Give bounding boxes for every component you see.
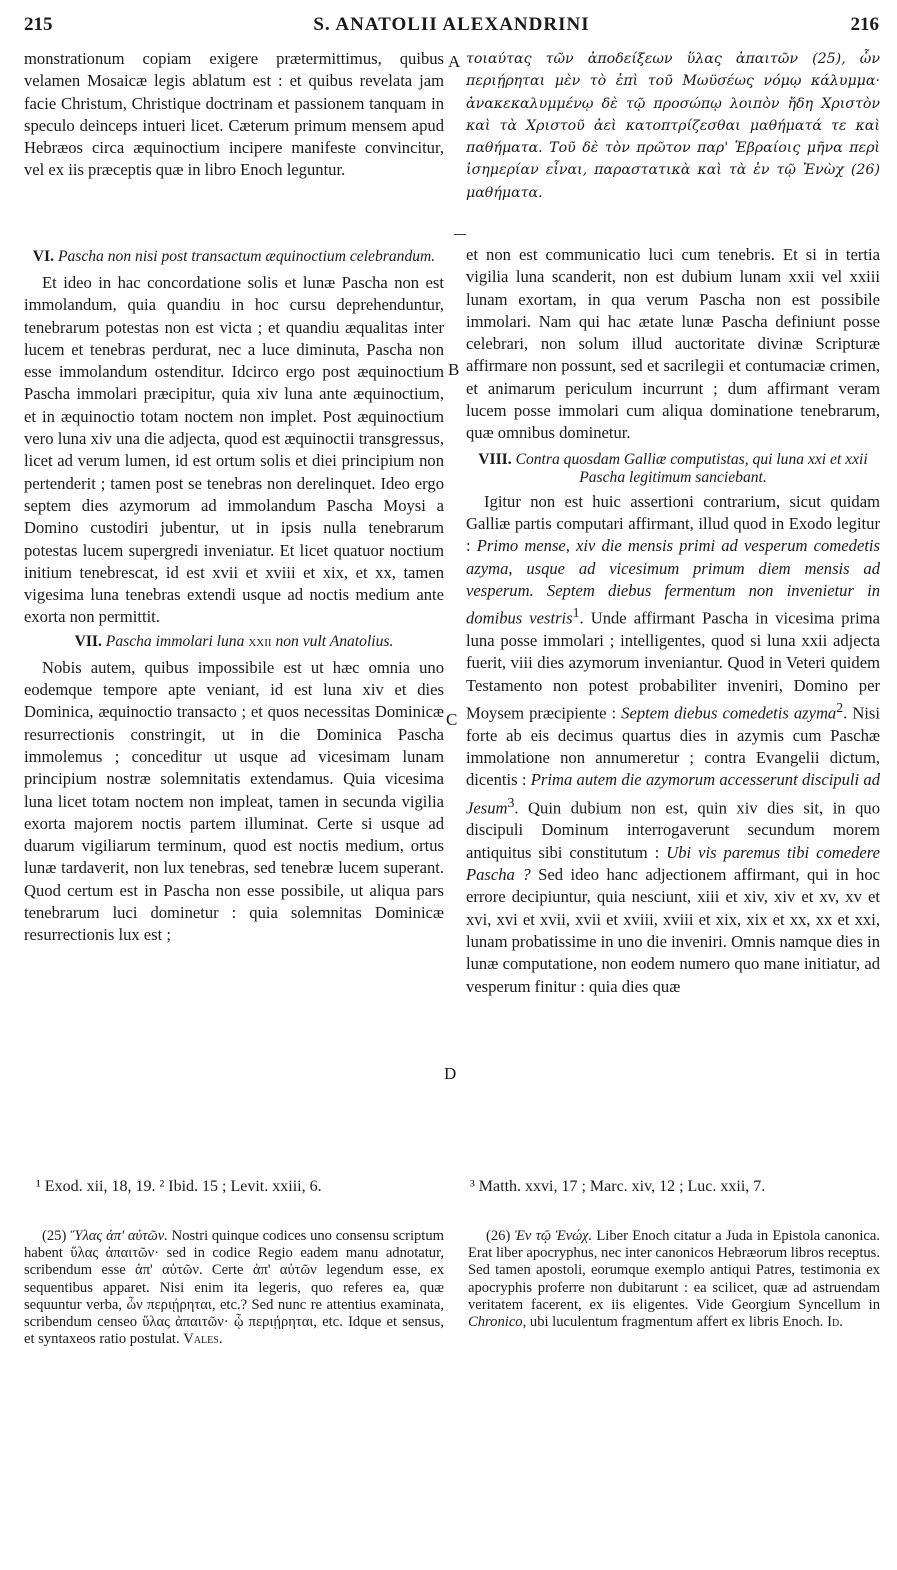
s8-text-a: Igitur non est huic assertioni contrarium, sicut quidam Galliæ partis computari affirmant, illud quod in Exodo legitur : (466, 491, 880, 556)
running-title: S. ANATOLII ALEXANDRINI (313, 14, 590, 35)
quote-pascha: Ubi vis paremus tibi comedere Pascha ? (466, 842, 880, 885)
section-viii-heading (466, 451, 880, 487)
s8-text-e: Sed ideo hanc adjectionem affirmant, qui in hoc errore decipiuntur, quia nesciunt, xiii et xiv, xiv et xv, xv et xvi, xvi et xvii, xvii et xviii, xviii et xix, xix et xx, xx et xxi, lunam probatissime in uno die inveniri. Omnis namque dies in lunæ computatione, non eodem numero quo mane initiatur, ad vesperum finitur : quia dies quæ (466, 865, 881, 996)
running-header (24, 14, 879, 44)
section-vi-number: VI. (32, 248, 55, 265)
margin-marker-b: B (448, 360, 460, 379)
section-vii-title-num: xxii (248, 632, 272, 650)
section-vii-title-a: Pascha immolari luna (105, 632, 245, 650)
note-26-text-a: Liber Enoch citatur a Juda in Epistola canonica. Erat liber apocryphus, nec inter canonicos Hebræorum libros receptus. Sed tamen apostoli, eorumque exemplo antiqui Patres, testimonia ex apocryphis proferre non dubitarunt : ea scilicet, quæ ad astruendam veritatem facerent, ex iis eligentes. Vide Georgium Syncellum in (468, 1228, 881, 1313)
footnote-ref-1: 1 (572, 605, 580, 621)
note-26-heading: Ἐν τῷ Ἐνώχ. (514, 1228, 593, 1244)
left-page-number: 215 (24, 14, 53, 35)
latin-top-text: monstrationum copiam exigere prætermittimus, quibus velamen Mosaicæ legis ablatum est : et quibus revelata jam facie Christum, Christique doctrinam et passionem tanquam in speculo deinceps intueri licet. Cæterum primum mensem apud Hebræos circa æquinoctium incipere manifeste convincitur, vel ex iis præceptis quæ in libro Enoch leguntur. (24, 49, 444, 180)
footnotes-right: ³ Matth. xxvi, 17 ; Marc. xiv, 12 ; Luc. xxii, 7. (470, 1178, 766, 1195)
note-25-text: Nostri quinque codices uno consensu scriptum habent ὕλας ἀπαιτῶν· sed in codice Regio eadem manu adnotatur, scribendum esse ἀπ' αὐτῶν. Certe ἀπ' αὐτῶν legendum esse, ex sequentibus apparet. Nisi enim ita legeris, quo referes ea, quæ sequuntur verba, ὧν περιῄρηται, etc.? Sed nunc re attentius examinata, scribendum censeo ὕλας ἀπαιτῶν· ᾧ περιῄρηται, etc. Idque et sensus, et syntaxeos ratio postulat. (24, 1228, 445, 1348)
note-26-italic: Chronico (468, 1314, 523, 1331)
quote-gospel: Prima autem die azymorum accesserunt discipuli ad Jesum (466, 770, 881, 818)
note-26-label: (26) (486, 1228, 511, 1244)
margin-marker-c: C (446, 710, 458, 729)
section-vii-title-b: non vult Anatolius. (275, 632, 394, 650)
note-25-heading: Ὕλας ἀπ' αὐτῶν. (70, 1228, 168, 1244)
left-column (24, 248, 444, 947)
margin-marker-a: A (448, 52, 461, 71)
note-26-text-b: , ubi luculentum fragmentum affert ex libris Enoch. (522, 1314, 824, 1331)
latin-top-block (24, 48, 444, 182)
footnotes-left: ¹ Exod. xii, 18, 19. ² Ibid. 15 ; Levit. xxiii, 6. (36, 1178, 322, 1195)
note-25 (24, 1228, 444, 1348)
section-vii-continuation: et non est communicatio luci cum tenebris. Et si in tertia vigilia luna scanderit, non est dubium lunam xxii vel xxiii lunam exortam, in qua verum Pascha non est possibile immolari. Nam qui hac ætate lunæ Pascha definiunt posse celebrari, non solum illud auctoritate divinæ Scripturæ affirmare non possunt, sed et sacrilegii et contumaciæ crimen, et animarum periculum incurrunt ; dum affirmant veram lucem posse immolari cum aliqua dominatione tenebrarum, quæ omnibus dominetur. (466, 245, 880, 443)
section-viii-title: Contra quosdam Galliæ computistas, qui luna xxi et xxii Pascha legitimum sanciebant. (515, 450, 868, 486)
section-viii-text (466, 491, 880, 998)
section-vi-heading (24, 248, 444, 266)
note-25-signature: Vales. (183, 1331, 223, 1348)
divider-dash (454, 234, 466, 235)
notes-separator (0, 1206, 897, 1207)
section-vii-heading (24, 633, 444, 651)
quote-azyma: Septem diebus comedetis azyma (621, 703, 837, 723)
quote-exodus: Primo mense, xiv die mensis primi ad vesperum comedetis azyma, usque ad vicesimum primum diem mensis ad vesperum. Septem diebus fermentum non invenietur in domibus vestris (466, 536, 880, 628)
s8-text-c: . Nisi forte ab eis decimus quartus dies in azymis cum Paschæ immolatione non annumeretur ; contra Evangelii dictum, dicentis : (466, 703, 880, 790)
s8-text-b: . Unde affirmant Pascha in vicesima prima luna posse immolari ; intelligentes, quod si luna xxii adjecta fuerit, viii dies azymorum inveniantur. Quod in Veteri quidem Testamento non potest probabiliter inveniri, Domino per Moysem præcipiente : (466, 608, 880, 723)
section-vi-title: Pascha non nisi post transactum æquinoctium celebrandum. (57, 248, 436, 265)
note-26 (468, 1228, 880, 1331)
note-25-label: (25) (42, 1228, 67, 1244)
greek-top-text: τοιαύτας τῶν ἀποδείξεων ὕλας ἀπαιτῶν (25), ὧν περιῄρηται μὲν τὸ ἐπὶ τοῦ Μωϋσέως νόμῳ κάλυμμα· ἀνακεκαλυμμένῳ δὲ τῷ προσώπῳ λοιπὸν ἤδη Χριστὸν καὶ τὰ Χριστοῦ ἀεὶ κατοπτρίζεσθαι μαθήματά τε καὶ παθήματα. Τοῦ δὲ τὸν πρῶτον παρ' Ἑβραίοις μῆνα περὶ ἰσημερίαν εἶναι, παραστατικὰ καὶ τὰ ἐν τῷ Ἐνὼχ (26) μαθήματα. (466, 51, 880, 201)
greek-top-block (466, 48, 880, 204)
section-vi-text: Et ideo in hac concordatione solis et lunæ Pascha non est immolandum, quia quandiu in hoc cursu deprehenduntur, tenebrarum potestas non est victa ; et quandiu æqualitas inter lucem et tenebras perdurat, nec a luce diminuta, Pascha non esse immolandum ostenditur. Idcirco ergo post æquinoctium Pascha immolari præcipitur, quia xiv luna ante æquinoctium, et in æquinoctio totam noctem non implet. Post æquinoctium vero luna xiv una die adjecta, quod est æquinoctii transgressus, licet ad verum lumen, id est ortum solis et diei principium non pertenderit ; tamen post se tenebras non derelinquet. Ideo ergo septem dies azymorum ad immolandum Pascha Moysi a Domino custodiri jubentur, ut in ipsis nulla tenebrarum potestas lucem supergredi inveniatur. Et licet quatuor noctium initium tenebrescat, id est xvii et xviii et xix, et xx, tamen vigesima luna tenebras extendi usque ad noctis medium ante exorta non permittit. (24, 273, 444, 627)
right-page-number: 216 (850, 14, 879, 35)
section-vii-number: VII. (74, 632, 102, 650)
section-viii-number: VIII. (478, 450, 512, 468)
note-26-signature: Id. (827, 1314, 843, 1331)
section-vii-text: Nobis autem, quibus impossibile est ut hæc omnia uno eodemque tempore apte veniant, id est luna xiv et dies Dominica, æquinoctio transacto ; et quos necessitas Dominicæ resurrectionis constringit, ut in die Dominica Pascha immolemus ; conceditur ut usque ad vicesimam lunam principium nostræ solemnitatis extendamus. Quia vicesima luna licet totam noctem non impleat, tamen in secunda vigilia exorta majorem noctis partem illuminat. Certe si usque ad duarum vigiliarum terminum, quod est noctis medium, ortus lunæ tardaverit, non lux tenebras, sed tenebræ lucem superant. Quod certum est in Pascha non esse possibile, ut aliqua pars tenebrarum luci dominetur : quia solemnitas Dominicæ resurrectionis lux est ; (24, 657, 444, 945)
s8-text-d: . Quin dubium non est, quin xiv dies sit, in quo discipuli Dominum interrogaverunt secundum morem antiquitus sibi constitutum : (466, 798, 880, 862)
right-column (466, 244, 880, 998)
footnote-ref-2: 2 (836, 699, 844, 715)
margin-marker-d: D (444, 1064, 457, 1083)
footnote-ref-3: 3 (507, 794, 515, 810)
